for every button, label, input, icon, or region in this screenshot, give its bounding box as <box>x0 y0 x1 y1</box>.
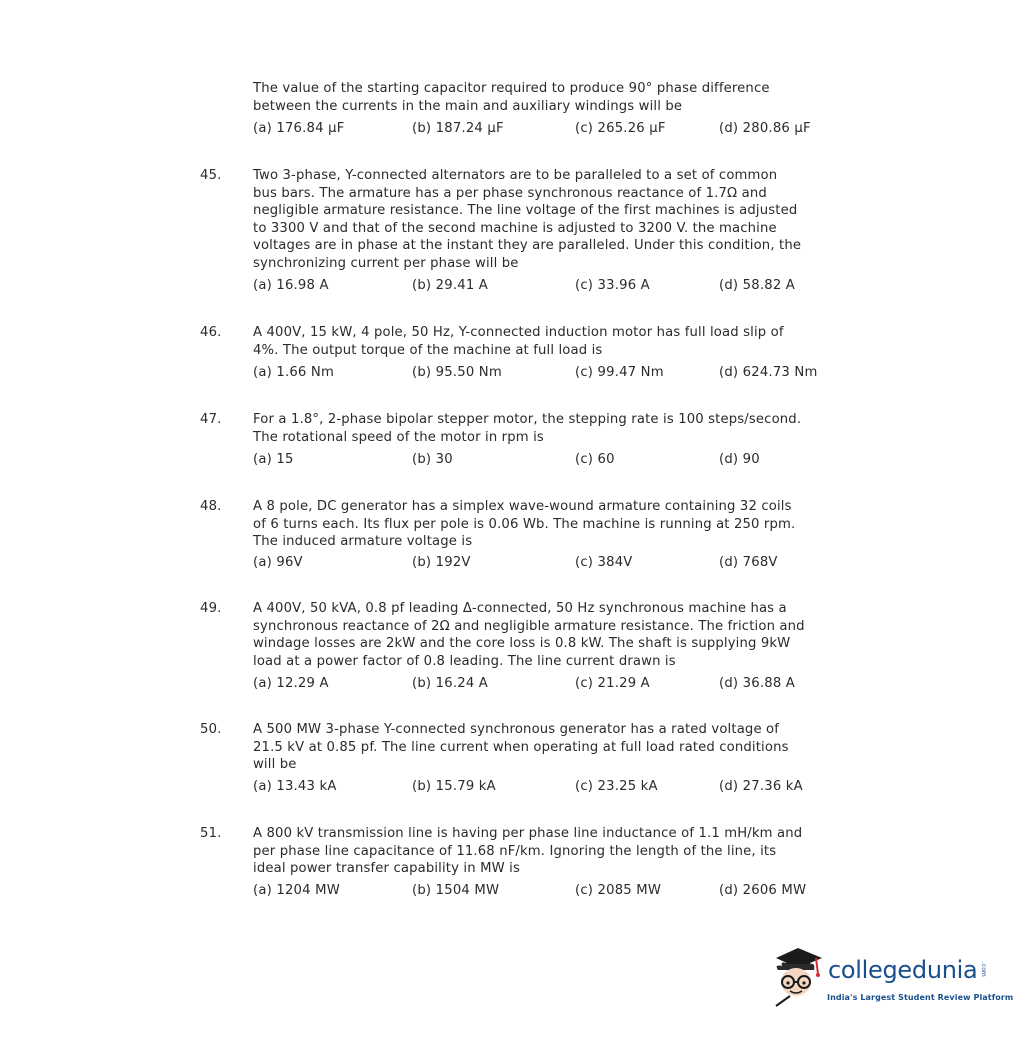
question-number: 47. <box>200 412 222 427</box>
question-text: Two 3-phase, Y-connected alternators are to be paralleled to a set of common bus bars. The armature has a per phase synchronous reactance of 1.7Ω and negligible armature resistance. The line voltage of the first machines is adjusted to 3300 V and that of the second machine is adjusted to 3200 V. the machine voltages are in phase at the instant they are paralleled. Under this condition, the synchronizing current per phase will be <box>253 168 802 271</box>
option-b: (b) 192V <box>412 555 471 570</box>
options-row <box>253 779 853 797</box>
option-c: (c) 33.96 A <box>575 278 650 293</box>
logo-domain-suffix: .com <box>980 962 987 977</box>
option-d: (d) 90 <box>719 452 760 467</box>
logo-tagline: India's Largest Student Review Platform <box>827 993 1014 1002</box>
option-c: (c) 99.47 Nm <box>575 365 664 380</box>
options-row <box>253 676 853 694</box>
option-c: (c) 384V <box>575 555 633 570</box>
option-a: (a) 15 <box>253 452 294 467</box>
options-row <box>253 121 853 139</box>
option-b: (b) 16.24 A <box>412 676 489 691</box>
option-d: (d) 624.73 Nm <box>719 365 818 380</box>
option-c: (c) 2085 MW <box>575 883 662 898</box>
question-number: 49. <box>200 601 222 616</box>
option-b: (b) 15.79 kA <box>412 779 496 794</box>
question-number: 46. <box>200 325 222 340</box>
option-c: (c) 265.26 µF <box>575 121 666 136</box>
option-a: (a) 1204 MW <box>253 883 340 898</box>
option-b: (b) 29.41 A <box>412 278 489 293</box>
options-row <box>253 555 853 573</box>
option-a: (a) 12.29 A <box>253 676 329 691</box>
option-b: (b) 187.24 µF <box>412 121 504 136</box>
question-number: 45. <box>200 168 222 183</box>
option-d: (d) 768V <box>719 555 778 570</box>
option-a: (a) 1.66 Nm <box>253 365 335 380</box>
mascot-icon <box>768 944 826 1016</box>
option-d: (d) 58.82 A <box>719 278 796 293</box>
option-a: (a) 96V <box>253 555 303 570</box>
option-c: (c) 21.29 A <box>575 676 650 691</box>
options-row <box>253 365 853 383</box>
option-c: (c) 60 <box>575 452 615 467</box>
option-a: (a) 13.43 kA <box>253 779 337 794</box>
option-a: (a) 16.98 A <box>253 278 329 293</box>
options-row <box>253 883 853 901</box>
option-b: (b) 1504 MW <box>412 883 500 898</box>
collegedunia-logo <box>768 944 1014 1016</box>
question-text: A 500 MW 3-phase Y-connected synchronous generator has a rated voltage of 21.5 kV at 0.85 pf. The line current when operating at full load rated conditions will be <box>253 722 789 773</box>
option-c: (c) 23.25 kA <box>575 779 658 794</box>
question-text: A 400V, 15 kW, 4 pole, 50 Hz, Y-connected induction motor has full load slip of 4%. The output torque of the machine at full load is <box>253 325 784 358</box>
question-text: A 8 pole, DC generator has a simplex wave-wound armature containing 32 coils of 6 turns each. Its flux per pole is 0.06 Wb. The machine is running at 250 rpm. The induced armature voltage is <box>253 499 796 550</box>
option-b: (b) 95.50 Nm <box>412 365 502 380</box>
question-number: 48. <box>200 499 222 514</box>
option-d: (d) 280.86 µF <box>719 121 811 136</box>
options-row <box>253 278 853 296</box>
option-d: (d) 2606 MW <box>719 883 807 898</box>
question-text: A 400V, 50 kVA, 0.8 pf leading Δ-connected, 50 Hz synchronous machine has a synchronous reactance of 2Ω and negligible armature resistance. The friction and windage losses are 2kW and the core loss is 0.8 kW. The shaft is supplying 9kW load at a power factor of 0.8 leading. The line current drawn is <box>253 601 805 669</box>
question-number: 51. <box>200 826 222 841</box>
question-number: 50. <box>200 722 222 737</box>
option-d: (d) 36.88 A <box>719 676 796 691</box>
option-a: (a) 176.84 µF <box>253 121 345 136</box>
question-text: A 800 kV transmission line is having per phase line inductance of 1.1 mH/km and per phase line capacitance of 11.68 nF/km. Ignoring the length of the line, its ideal power transfer capability in MW is <box>253 826 803 877</box>
question-text: The value of the starting capacitor required to produce 90° phase difference between the currents in the main and auxiliary windings will be <box>253 81 770 114</box>
question-text: For a 1.8°, 2-phase bipolar stepper motor, the stepping rate is 100 steps/second. The rotational speed of the motor in rpm is <box>253 412 802 445</box>
options-row <box>253 452 853 470</box>
option-d: (d) 27.36 kA <box>719 779 803 794</box>
option-b: (b) 30 <box>412 452 453 467</box>
logo-wordmark: collegedunia <box>828 956 978 984</box>
